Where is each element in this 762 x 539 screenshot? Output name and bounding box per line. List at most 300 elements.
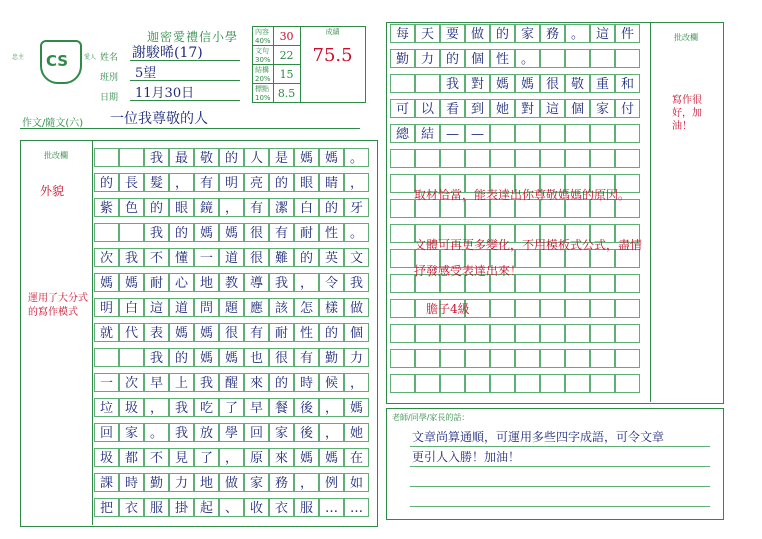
left-essay-row — [94, 273, 369, 292]
grid-cell — [590, 49, 615, 68]
grid-cell — [590, 299, 615, 318]
grid-cell: 時 — [119, 473, 144, 492]
grid-cell: 性 — [319, 223, 344, 242]
grid-cell: 勤 — [319, 348, 344, 367]
grid-cell — [415, 349, 440, 368]
grid-cell: 鏡 — [194, 198, 219, 217]
grid-cell: 就 — [94, 323, 119, 342]
grid-cell: 的 — [490, 24, 515, 43]
grid-cell — [615, 324, 640, 343]
grid-cell — [119, 348, 144, 367]
grid-cell: 髮 — [144, 173, 169, 192]
class-label: 班別 — [100, 73, 119, 83]
grid-cell — [515, 149, 540, 168]
grid-cell — [415, 149, 440, 168]
grid-cell: 媽 — [169, 323, 194, 342]
right-essay-row — [390, 349, 640, 368]
grid-cell: 次 — [94, 248, 119, 267]
grid-cell — [540, 49, 565, 68]
left-essay-row — [94, 398, 369, 417]
date-value: 11月30日 — [135, 86, 195, 101]
grid-cell: 如 — [344, 473, 369, 492]
grid-cell: 。 — [344, 223, 369, 242]
right-essay-row — [390, 74, 640, 93]
left-essay-row — [94, 323, 369, 342]
grid-cell: 對 — [465, 74, 490, 93]
grid-cell: ， — [294, 273, 319, 292]
feedback-line — [410, 506, 710, 507]
grid-cell: 勤 — [390, 49, 415, 68]
grid-cell — [119, 148, 144, 167]
grid-cell: 地 — [194, 273, 219, 292]
grid-cell: ， — [344, 173, 369, 192]
grid-cell: 。 — [565, 24, 590, 43]
grid-cell — [615, 299, 640, 318]
right-margin-header: 批改欄 — [674, 33, 698, 42]
right-essay-row — [390, 124, 640, 143]
grid-cell: 一 — [194, 248, 219, 267]
grid-cell: 媽 — [219, 348, 244, 367]
grid-cell: 做 — [344, 298, 369, 317]
grid-cell: 件 — [615, 24, 640, 43]
right-margin-note: 寫作很好，加油！ — [672, 95, 702, 132]
grid-cell: 我 — [169, 423, 194, 442]
grid-cell: 收 — [244, 498, 269, 517]
date-underline — [130, 100, 240, 101]
teacher-signature: 膽子4級 — [426, 302, 470, 316]
grid-cell: 眼 — [169, 198, 194, 217]
margin-note-appearance: 外貌 — [40, 184, 65, 198]
grid-cell: 有 — [244, 198, 269, 217]
right-essay-row — [390, 149, 640, 168]
grid-cell: 也 — [244, 348, 269, 367]
feedback-label: 老師/同學/家長的話： — [392, 413, 470, 422]
grid-cell: 的 — [319, 323, 344, 342]
left-essay-row — [94, 348, 369, 367]
grid-cell: 我 — [169, 398, 194, 417]
grid-cell: 媽 — [194, 223, 219, 242]
grid-cell — [440, 149, 465, 168]
grid-cell: … — [344, 498, 369, 517]
grid-cell — [615, 49, 640, 68]
grid-cell: 時 — [294, 373, 319, 392]
grid-cell: 對 — [515, 99, 540, 118]
grid-cell: ， — [319, 423, 344, 442]
grid-cell — [415, 324, 440, 343]
feedback-line — [410, 466, 710, 467]
grid-cell: ， — [219, 198, 244, 217]
score-row-label: 標點 10% — [253, 84, 274, 103]
right-essay-row — [390, 374, 640, 393]
grid-cell — [390, 199, 415, 218]
class-value: 5望 — [135, 66, 157, 81]
left-margin-header: 批改欄 — [44, 151, 68, 160]
grid-cell — [390, 299, 415, 318]
grid-cell: 很 — [269, 348, 294, 367]
feedback-text-2: 更引人入勝！加油！ — [412, 450, 521, 464]
left-essay-row — [94, 423, 369, 442]
grid-cell: 我 — [440, 74, 465, 93]
grid-cell: 一 — [94, 373, 119, 392]
grid-cell: 令 — [319, 273, 344, 292]
grid-cell: 力 — [169, 473, 194, 492]
grid-cell: 這 — [540, 99, 565, 118]
title-underline — [20, 128, 360, 129]
grid-cell: 不 — [144, 448, 169, 467]
grid-cell — [590, 324, 615, 343]
grid-cell: 耐 — [144, 273, 169, 292]
essay-title-label: 作文/隨文(六) — [22, 118, 84, 129]
grid-cell: 務 — [540, 24, 565, 43]
grid-cell: 務 — [269, 473, 294, 492]
grid-cell: 付 — [615, 99, 640, 118]
grid-cell — [490, 324, 515, 343]
grid-cell: 很 — [540, 74, 565, 93]
grid-cell — [440, 374, 465, 393]
grid-cell: 後 — [294, 398, 319, 417]
grid-cell: 媽 — [344, 398, 369, 417]
grid-cell: 了 — [194, 448, 219, 467]
grid-cell: 文 — [344, 248, 369, 267]
grid-cell: 到 — [465, 99, 490, 118]
score-header-label: 內容 40% — [253, 27, 274, 46]
name-value: 謝駿晞(17) — [132, 45, 203, 61]
grid-cell: 結 — [415, 124, 440, 143]
score-row-value: 15 — [273, 65, 300, 84]
grid-cell: 個 — [465, 49, 490, 68]
grid-cell: ， — [144, 398, 169, 417]
essay-title-value: 一位我尊敬的人 — [110, 111, 208, 127]
grid-cell: 問 — [194, 298, 219, 317]
grid-cell: 我 — [144, 348, 169, 367]
grid-cell: 服 — [144, 498, 169, 517]
grid-cell: ， — [169, 173, 194, 192]
grid-cell: 心 — [169, 273, 194, 292]
grid-cell — [565, 324, 590, 343]
grid-cell: 家 — [590, 99, 615, 118]
grid-cell: 怎 — [294, 298, 319, 317]
grid-cell: 起 — [194, 498, 219, 517]
grid-cell: 個 — [565, 99, 590, 118]
grid-cell: 的 — [440, 49, 465, 68]
grid-cell: 早 — [244, 398, 269, 417]
grid-cell — [590, 349, 615, 368]
grid-cell: 我 — [344, 273, 369, 292]
grid-cell: 我 — [119, 248, 144, 267]
grid-cell — [565, 374, 590, 393]
grid-cell: 餐 — [269, 398, 294, 417]
right-essay-row — [390, 49, 640, 68]
logo-letters: CS — [46, 52, 69, 70]
grid-cell: 導 — [244, 273, 269, 292]
grid-cell: 要 — [440, 24, 465, 43]
grid-cell: 白 — [119, 298, 144, 317]
grid-cell: 道 — [169, 298, 194, 317]
grid-cell: 做 — [465, 24, 490, 43]
grid-cell: 媽 — [194, 323, 219, 342]
grid-cell: 回 — [244, 423, 269, 442]
grid-cell: 圾 — [94, 448, 119, 467]
grid-cell: 天 — [415, 24, 440, 43]
grid-cell: 耐 — [294, 223, 319, 242]
grid-cell: 吃 — [194, 398, 219, 417]
grid-cell — [390, 174, 415, 193]
grid-cell — [615, 149, 640, 168]
grid-cell: 敬 — [565, 74, 590, 93]
grid-cell: 來 — [269, 448, 294, 467]
grid-cell — [565, 349, 590, 368]
grid-cell: 在 — [344, 448, 369, 467]
grid-cell: 表 — [144, 323, 169, 342]
grid-cell: ， — [319, 398, 344, 417]
grid-cell: — — [440, 124, 465, 143]
left-essay-row — [94, 298, 369, 317]
grid-cell — [490, 374, 515, 393]
grid-cell: 看 — [440, 99, 465, 118]
grid-cell: 力 — [415, 49, 440, 68]
grid-cell: 媽 — [490, 74, 515, 93]
grid-cell: 服 — [294, 498, 319, 517]
grid-cell: 睛 — [319, 173, 344, 192]
grid-cell: 的 — [144, 198, 169, 217]
grid-cell: 了 — [219, 398, 244, 417]
grid-cell: 白 — [294, 198, 319, 217]
grid-cell: 媽 — [319, 148, 344, 167]
grid-cell: 回 — [94, 423, 119, 442]
grid-cell — [465, 349, 490, 368]
grid-cell: 力 — [344, 348, 369, 367]
grid-cell: 課 — [94, 473, 119, 492]
grid-cell — [515, 374, 540, 393]
grid-cell: 的 — [319, 198, 344, 217]
grid-cell: 學 — [219, 423, 244, 442]
grid-cell: 的 — [219, 148, 244, 167]
grid-cell: 家 — [119, 423, 144, 442]
grid-cell — [415, 74, 440, 93]
left-essay-row — [94, 148, 369, 167]
grid-cell: 勤 — [144, 473, 169, 492]
grid-cell — [94, 348, 119, 367]
left-essay-row — [94, 173, 369, 192]
grid-cell: 亮 — [244, 173, 269, 192]
grid-cell: 該 — [269, 298, 294, 317]
grid-cell: 有 — [294, 348, 319, 367]
grid-cell: 這 — [144, 298, 169, 317]
grid-cell — [94, 223, 119, 242]
name-underline — [130, 60, 240, 61]
grid-cell: 以 — [415, 99, 440, 118]
grid-cell: 英 — [319, 248, 344, 267]
margin-note-structure: 運用了大分式的寫作模式 — [28, 293, 88, 318]
grid-cell: 的 — [169, 348, 194, 367]
grid-cell: 家 — [515, 24, 540, 43]
grid-cell: 耐 — [269, 323, 294, 342]
grid-cell: 媽 — [294, 148, 319, 167]
grid-cell: 。 — [144, 423, 169, 442]
grid-cell — [565, 124, 590, 143]
grid-cell: 教 — [219, 273, 244, 292]
grid-cell — [540, 299, 565, 318]
score-row-value: 22 — [273, 46, 300, 65]
grid-cell: 這 — [590, 24, 615, 43]
grid-cell — [540, 124, 565, 143]
grid-cell: 媽 — [119, 273, 144, 292]
grid-cell: ， — [344, 373, 369, 392]
grid-cell: 早 — [144, 373, 169, 392]
score-table — [252, 26, 366, 103]
grid-cell: 我 — [194, 373, 219, 392]
grid-cell: 掛 — [169, 498, 194, 517]
grid-cell: 有 — [194, 173, 219, 192]
grid-cell: 的 — [94, 173, 119, 192]
grid-cell — [490, 124, 515, 143]
grid-cell: 敬 — [194, 148, 219, 167]
grid-cell: 候 — [319, 373, 344, 392]
grid-cell: 不 — [144, 248, 169, 267]
grid-cell — [390, 274, 415, 293]
grid-cell: 樣 — [319, 298, 344, 317]
grid-cell: 見 — [169, 448, 194, 467]
grid-cell: ， — [294, 473, 319, 492]
grid-cell — [540, 324, 565, 343]
grid-cell — [590, 149, 615, 168]
school-name: 迦密愛禮信小學 — [147, 30, 239, 44]
grid-cell: 的 — [294, 248, 319, 267]
right-essay-row — [390, 324, 640, 343]
grid-cell — [590, 374, 615, 393]
grid-cell: 來 — [244, 373, 269, 392]
grid-cell: 的 — [269, 173, 294, 192]
grid-cell: 。 — [515, 49, 540, 68]
grid-cell: 很 — [244, 248, 269, 267]
grid-cell: 眼 — [294, 173, 319, 192]
grid-cell: 我 — [269, 273, 294, 292]
grid-cell — [94, 148, 119, 167]
grid-cell: 原 — [244, 448, 269, 467]
score-row-value: 8.5 — [273, 84, 300, 103]
score-content: 30 — [273, 27, 300, 46]
grid-cell: 她 — [344, 423, 369, 442]
grid-cell — [440, 324, 465, 343]
grid-cell — [490, 349, 515, 368]
grid-cell: 難 — [269, 248, 294, 267]
grid-cell: 都 — [119, 448, 144, 467]
grid-cell: 圾 — [119, 398, 144, 417]
grid-cell: 、 — [219, 498, 244, 517]
grid-cell: 道 — [219, 248, 244, 267]
grid-cell: 最 — [169, 148, 194, 167]
grid-cell: 她 — [490, 99, 515, 118]
grid-cell: 人 — [244, 148, 269, 167]
grid-cell: 媽 — [294, 448, 319, 467]
grid-cell — [515, 349, 540, 368]
left-essay-row — [94, 473, 369, 492]
grid-cell: 的 — [269, 373, 294, 392]
grid-cell — [590, 124, 615, 143]
grid-cell — [390, 324, 415, 343]
grid-cell: 可 — [390, 99, 415, 118]
grid-cell — [540, 374, 565, 393]
teacher-comment-2: 文體可再更多變化，不用模板式公式，盡情抒發感受表達出來！ — [414, 238, 643, 278]
grid-cell: 代 — [119, 323, 144, 342]
grid-cell — [490, 299, 515, 318]
grid-cell: 明 — [219, 173, 244, 192]
left-essay-row — [94, 198, 369, 217]
grid-cell: 每 — [390, 24, 415, 43]
grid-cell: 潔 — [269, 198, 294, 217]
grid-cell — [515, 324, 540, 343]
grid-cell — [565, 299, 590, 318]
score-row-label: 結構 20% — [253, 65, 274, 84]
grid-cell — [390, 224, 415, 243]
grid-cell: — — [465, 124, 490, 143]
grid-cell: 媽 — [515, 74, 540, 93]
date-label: 日期 — [100, 93, 119, 103]
grid-cell: 明 — [94, 298, 119, 317]
grid-cell: 長 — [119, 173, 144, 192]
grid-cell: ， — [219, 448, 244, 467]
left-essay-row — [94, 373, 369, 392]
grid-cell — [440, 349, 465, 368]
grid-cell: 放 — [194, 423, 219, 442]
grid-cell: … — [319, 498, 344, 517]
grid-cell: 性 — [490, 49, 515, 68]
class-underline — [130, 80, 240, 81]
grid-cell: 是 — [269, 148, 294, 167]
teacher-comment-1: 取材恰當，能表達出你尊敬媽媽的原因。 — [414, 188, 631, 202]
grid-cell: 重 — [590, 74, 615, 93]
grid-cell: 有 — [244, 323, 269, 342]
grid-cell — [465, 374, 490, 393]
grid-cell — [490, 149, 515, 168]
grid-cell: 很 — [219, 323, 244, 342]
score-row-label: 文句 30% — [253, 46, 274, 65]
grid-cell: 醒 — [219, 373, 244, 392]
grid-cell: 媽 — [219, 223, 244, 242]
grid-cell — [390, 374, 415, 393]
logo-caption-right: 愛人 — [84, 54, 97, 61]
grid-cell: 次 — [119, 373, 144, 392]
grid-cell: 紫 — [94, 198, 119, 217]
right-essay-row — [390, 99, 640, 118]
grid-cell — [465, 324, 490, 343]
grid-cell: 媽 — [94, 273, 119, 292]
grid-cell — [540, 349, 565, 368]
feedback-line — [410, 446, 710, 447]
grid-cell: 垃 — [94, 398, 119, 417]
left-essay-row — [94, 498, 369, 517]
grid-cell — [390, 74, 415, 93]
grid-cell: 。 — [344, 148, 369, 167]
score-result-cell: 成績 75.5 — [300, 27, 365, 103]
grid-cell — [390, 149, 415, 168]
grid-cell — [119, 223, 144, 242]
grid-cell — [540, 149, 565, 168]
grid-cell: 有 — [269, 223, 294, 242]
grid-cell: 題 — [219, 298, 244, 317]
grid-cell: 地 — [194, 473, 219, 492]
feedback-line — [410, 486, 710, 487]
grid-cell — [390, 249, 415, 268]
grid-cell — [615, 374, 640, 393]
grid-cell: 衣 — [119, 498, 144, 517]
right-essay-row — [390, 24, 640, 43]
grid-cell: 上 — [169, 373, 194, 392]
feedback-text-1: 文章尚算通順，可運用多些四字成語，可令文章 — [412, 430, 665, 444]
grid-cell: 我 — [144, 148, 169, 167]
grid-cell: 媽 — [194, 348, 219, 367]
grid-cell — [615, 124, 640, 143]
